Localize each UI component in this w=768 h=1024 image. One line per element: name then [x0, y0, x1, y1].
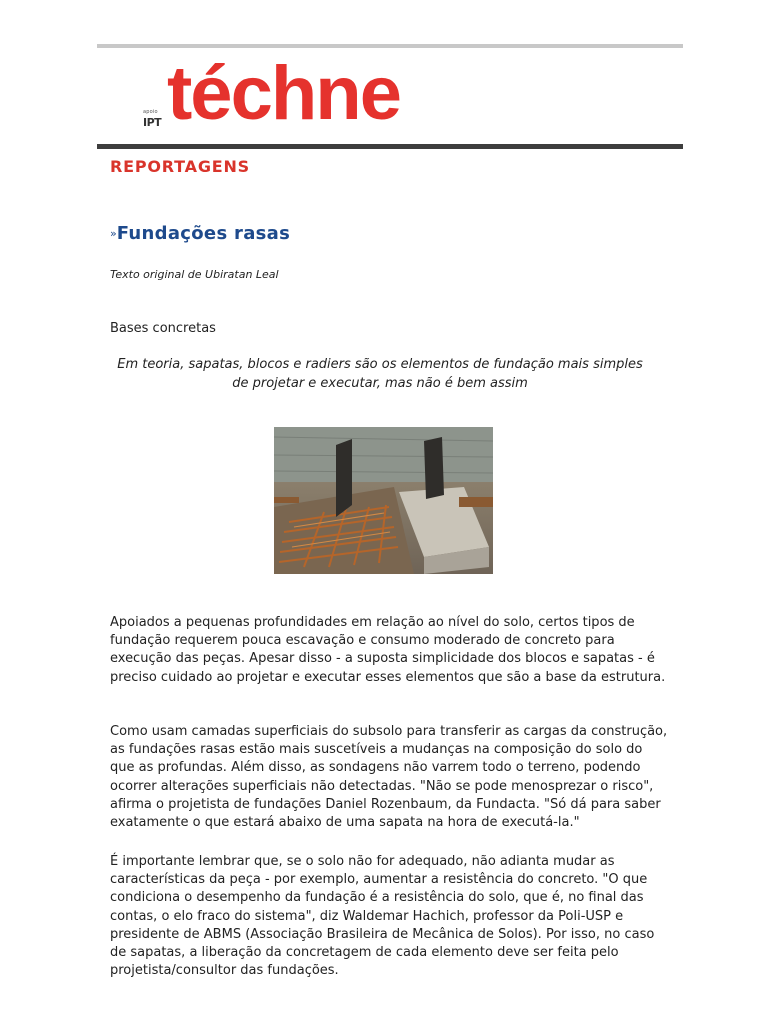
article-title-row [110, 223, 290, 244]
article-title: Fundações rasas [116, 223, 291, 244]
ipt-logo: IPT [143, 116, 162, 129]
body-paragraph-3 [110, 853, 670, 980]
foundation-photo [274, 427, 493, 574]
logo-apoio-text: apoio [143, 109, 158, 115]
byline: Texto original de Ubiratan Leal [110, 268, 279, 281]
body-paragraph-2 [110, 723, 670, 832]
lead-paragraph: Em teoria, sapatas, blocos e radiers são os elementos de fundação mais simples de projetar e executar, mas não é bem assim [117, 357, 643, 391]
paragraph-text: É importante lembrar que, se o solo não for adequado, não adianta mudar as características da peça - por exemplo, aumentar a resistência do concreto. "O que condiciona o desempenho da fundação é a resistência do solo, que é, no final das contas, o elo fraco do sistema", diz Waldemar Hachich, professor da Poli-USP e presidente de ABMS (Associação Brasileira de Mecânica de Solos). Por isso, no caso de sapatas, a liberação da concretagem de cada elemento deve ser feita pelo projetista/consultor das fundações. [110, 854, 655, 979]
paragraph-text: Como usam camadas superficiais do subsolo para transferir as cargas da construção, as fundações rasas estão mais suscetíveis a mudanças na composição do solo do que as profundas. Além disso, as sondagens não varrem todo o terreno, podendo ocorrer alterações superficiais não detectadas. "Não se pode menosprezar o risco", afirma o projetista de fundações Daniel Rozenbaum, da Fundacta. "Só dá para saber exatamente o que estará abaixo de uma sapata na hora de executá-la." [110, 724, 668, 831]
top-divider [97, 44, 683, 48]
raquo-icon: » [110, 227, 117, 240]
brand-wordmark: téchne [167, 51, 400, 136]
subhead: Bases concretas [110, 321, 216, 336]
section-label: REPORTAGENS [110, 157, 251, 176]
paragraph-text: Apoiados a pequenas profundidades em relação ao nível do solo, certos tipos de fundação requerem pouca escavação e consumo moderado de concreto para execução das peças. Apesar disso - a suposta simplicidade dos blocos e sapatas - é preciso cuidado ao projetar e executar esses elementos que são a base da estrutura. [110, 615, 666, 685]
body-paragraph-1 [110, 614, 670, 687]
header-divider [97, 144, 683, 149]
